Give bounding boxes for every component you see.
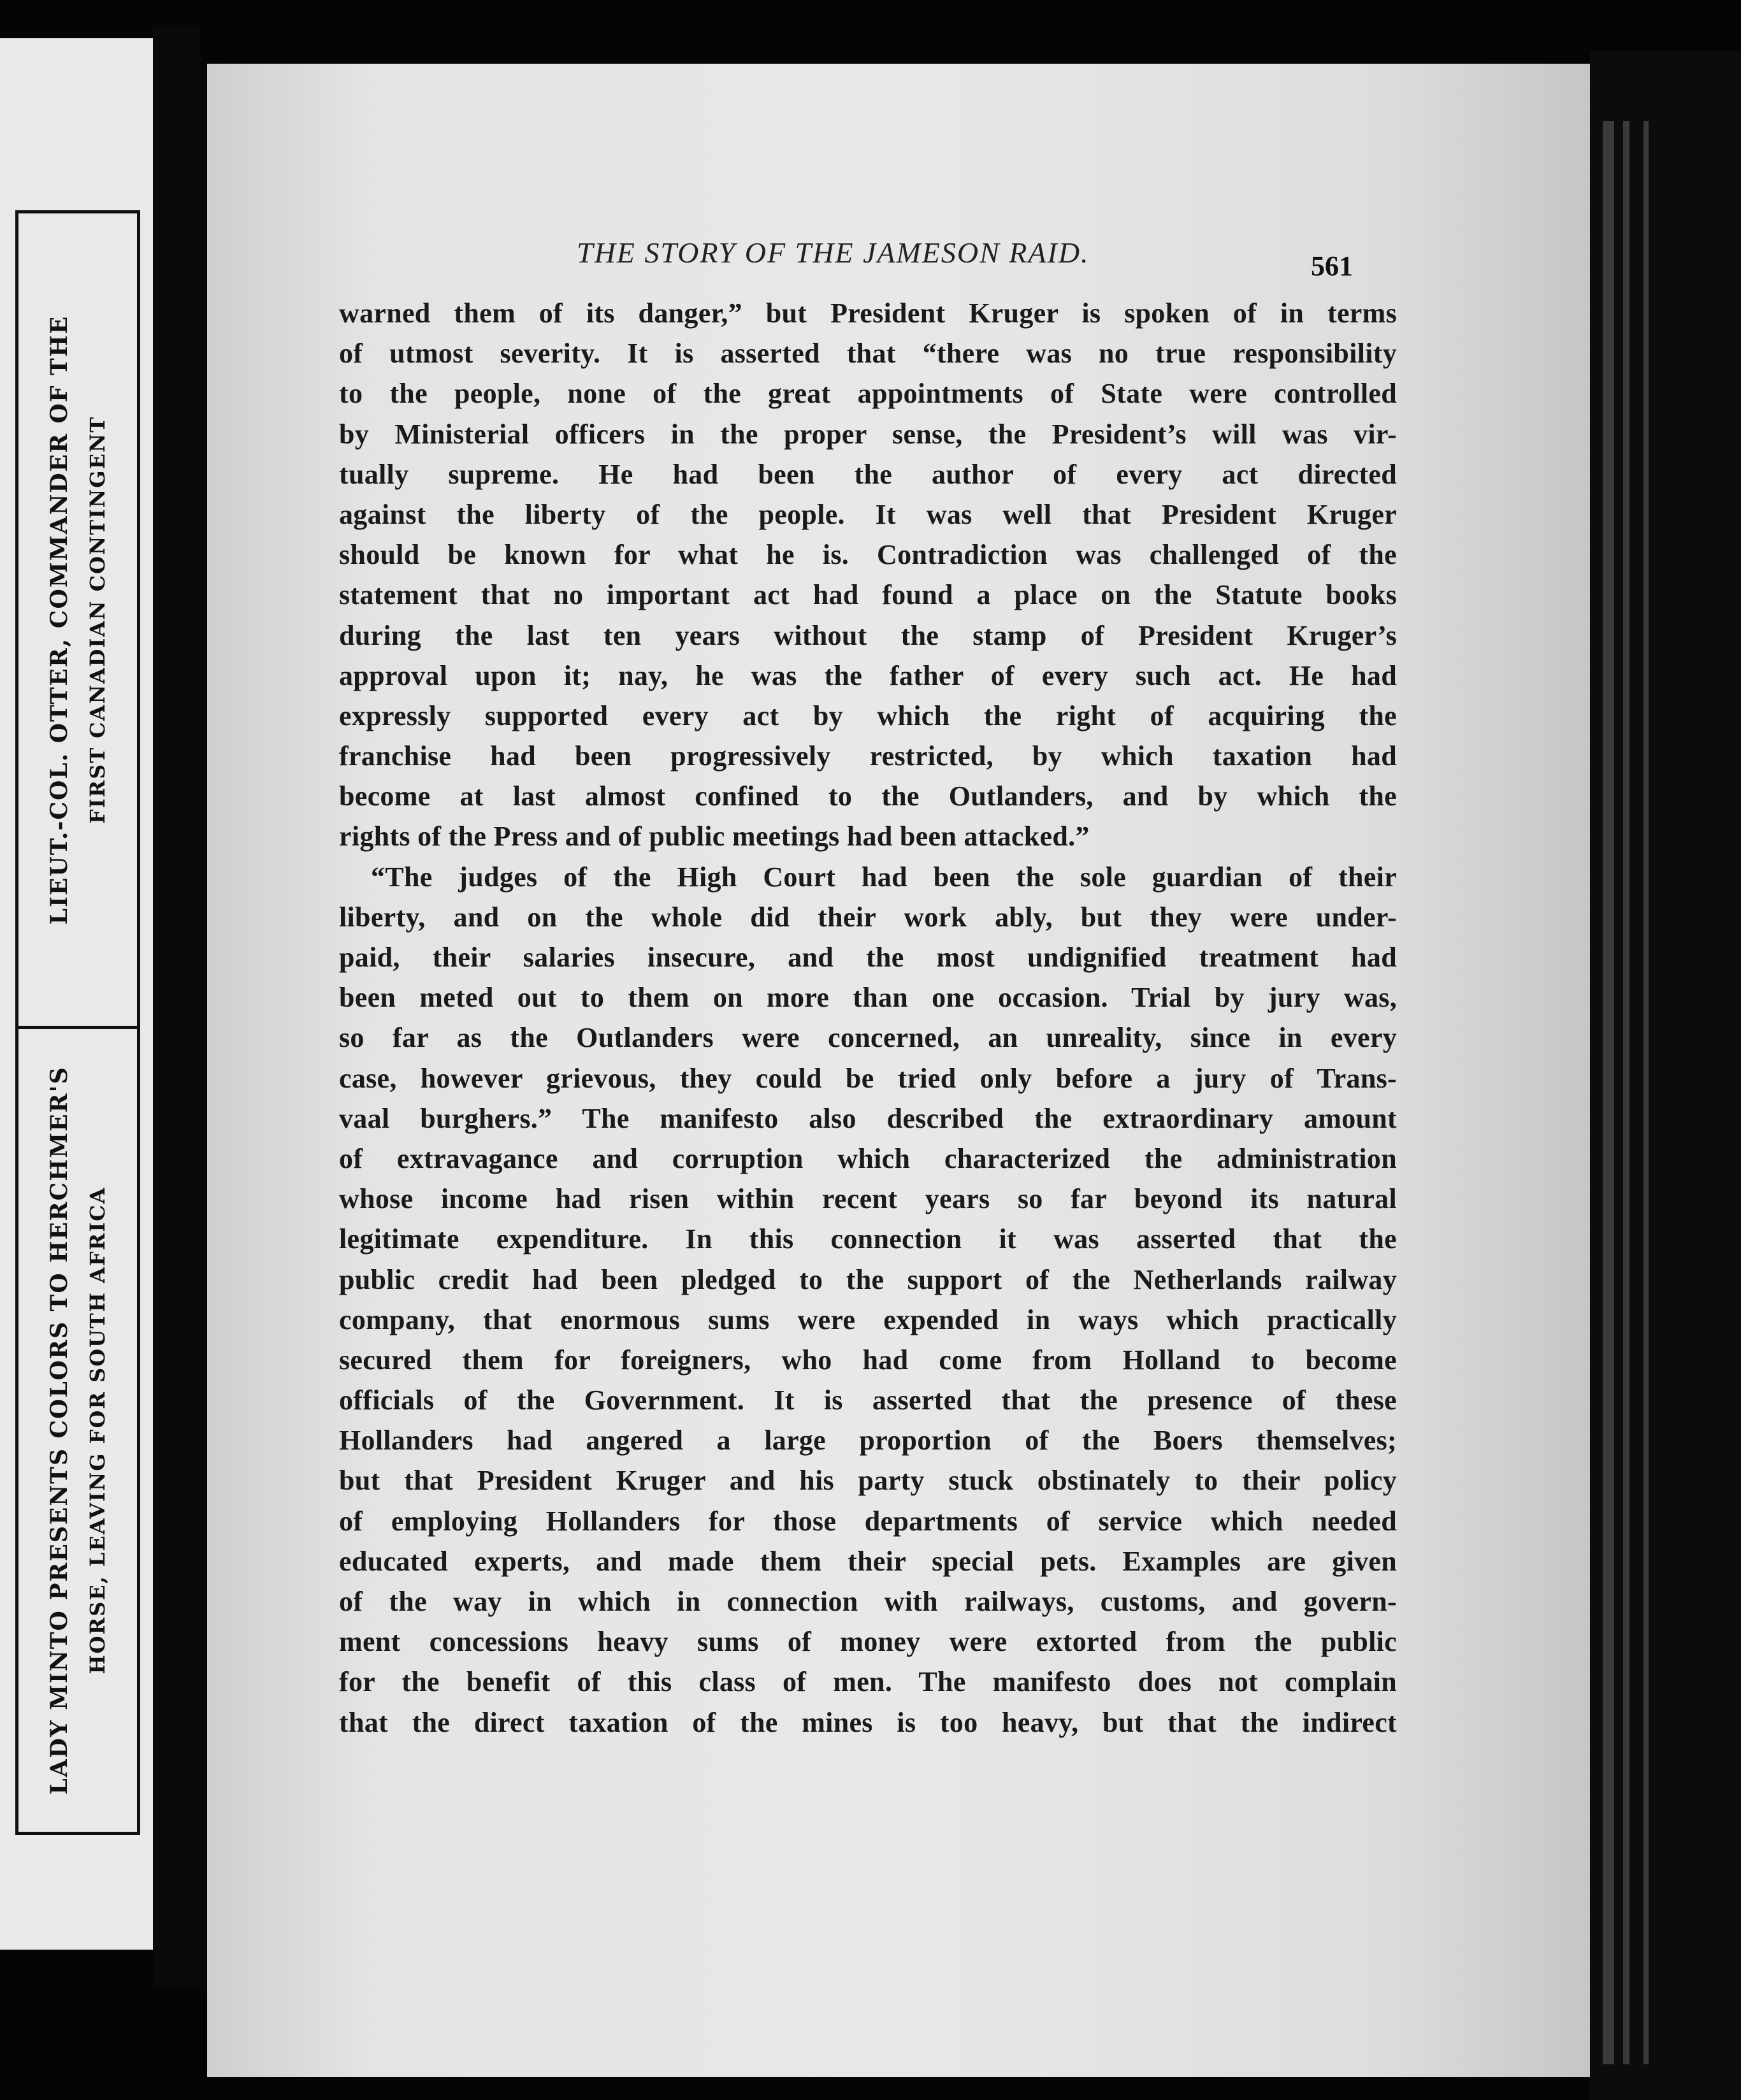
- text-line: public credit had been pledged to the support of the Netherlands railway: [339, 1263, 1397, 1295]
- text-line: statement that no important act had found a place on the Statute books: [339, 579, 1397, 611]
- text-line: but that President Kruger and his party stuck obstinately to their policy: [339, 1465, 1397, 1497]
- text-line: warned them of its danger,” but President Kruger is spoken of in terms: [339, 298, 1397, 329]
- page-edge-line: [1643, 121, 1649, 2064]
- text-line: case, however grievous, they could be tried only before a jury of Trans-: [339, 1062, 1397, 1094]
- text-line: approval upon it; nay, he was the father of every such act. He had: [339, 659, 1397, 691]
- binding-gutter: [153, 25, 201, 1988]
- plate-caption-strip: [0, 38, 153, 1950]
- text-line: tually supreme. He had been the author of every act directed: [339, 458, 1397, 490]
- text-line: rights of the Press and of public meetings had been attacked.”: [339, 821, 1090, 852]
- plate-caption-bottom: [15, 1026, 140, 1835]
- text-line: whose income had risen within recent years so far beyond its natural: [339, 1183, 1397, 1215]
- running-head: THE STORY OF THE JAMESON RAID.: [577, 236, 1090, 269]
- page-edge-stack: [1590, 51, 1741, 2100]
- text-line: secured them for foreigners, who had come from Holland to become: [339, 1344, 1397, 1376]
- caption-bottom-line2: HORSE, LEAVING FOR SOUTH AFRICA: [85, 1186, 110, 1674]
- text-line: of the way in which in connection with railways, customs, and govern-: [339, 1586, 1397, 1617]
- text-line: of extravagance and corruption which characterized the administration: [339, 1142, 1397, 1174]
- text-line: for the benefit of this class of men. The manifesto does not complain: [339, 1666, 1397, 1698]
- text-line: Hollanders had angered a large proportion of the Boers themselves;: [339, 1425, 1397, 1456]
- text-line: become at last almost confined to the Outlanders, and by which the: [339, 780, 1397, 812]
- text-line: to the people, none of the great appointments of State were controlled: [339, 378, 1397, 410]
- text-line: of employing Hollanders for those departments of service which needed: [339, 1505, 1397, 1537]
- plate-caption-top: [15, 210, 140, 1026]
- text-line: company, that enormous sums were expended in ways which practically: [339, 1304, 1397, 1335]
- text-line: that the direct taxation of the mines is too heavy, but that the indirect: [339, 1706, 1397, 1738]
- text-line: franchise had been progressively restricted, by which taxation had: [339, 740, 1397, 772]
- text-line: by Ministerial officers in the proper sense, the President’s will was vir-: [339, 418, 1397, 450]
- page-number: 561: [1311, 250, 1353, 282]
- caption-top-line2: FIRST CANADIAN CONTINGENT: [85, 415, 110, 824]
- text-line: legitimate expenditure. In this connection it was asserted that the: [339, 1223, 1397, 1255]
- text-line: should be known for what he is. Contradiction was challenged of the: [339, 539, 1397, 571]
- text-line: during the last ten years without the stamp of President Kruger’s: [339, 619, 1397, 651]
- page-edge-line: [1623, 121, 1629, 2064]
- text-line: officials of the Government. It is asserted that the presence of these: [339, 1384, 1397, 1416]
- text-line: paid, their salaries insecure, and the most undignified treatment had: [339, 942, 1397, 973]
- text-line: educated experts, and made them their special pets. Examples are given: [339, 1545, 1397, 1577]
- text-line: been meted out to them on more than one occasion. Trial by jury was,: [339, 982, 1397, 1014]
- text-line: expressly supported every act by which the right of acquiring the: [339, 700, 1397, 731]
- body-text: [339, 293, 1397, 1743]
- page-edge-line: [1603, 121, 1614, 2064]
- text-line: ment concessions heavy sums of money were extorted from the public: [339, 1626, 1397, 1658]
- text-line: so far as the Outlanders were concerned, an unreality, since in every: [339, 1022, 1397, 1054]
- text-line: against the liberty of the people. It was well that President Kruger: [339, 498, 1397, 530]
- text-line: “The judges of the High Court had been the sole guardian of their: [371, 861, 1397, 893]
- text-line: liberty, and on the whole did their work ably, but they were under-: [339, 901, 1397, 933]
- caption-bottom-line1: LADY MINTO PRESENTS COLORS TO HERCHMER'S: [46, 1066, 73, 1795]
- text-line: of utmost severity. It is asserted that “there was no true responsibility: [339, 338, 1397, 370]
- caption-top-line1: LIEUT.-COL. OTTER, COMMANDER OF THE: [46, 315, 73, 924]
- text-line: vaal burghers.” The manifesto also described the extraordinary amount: [339, 1102, 1397, 1134]
